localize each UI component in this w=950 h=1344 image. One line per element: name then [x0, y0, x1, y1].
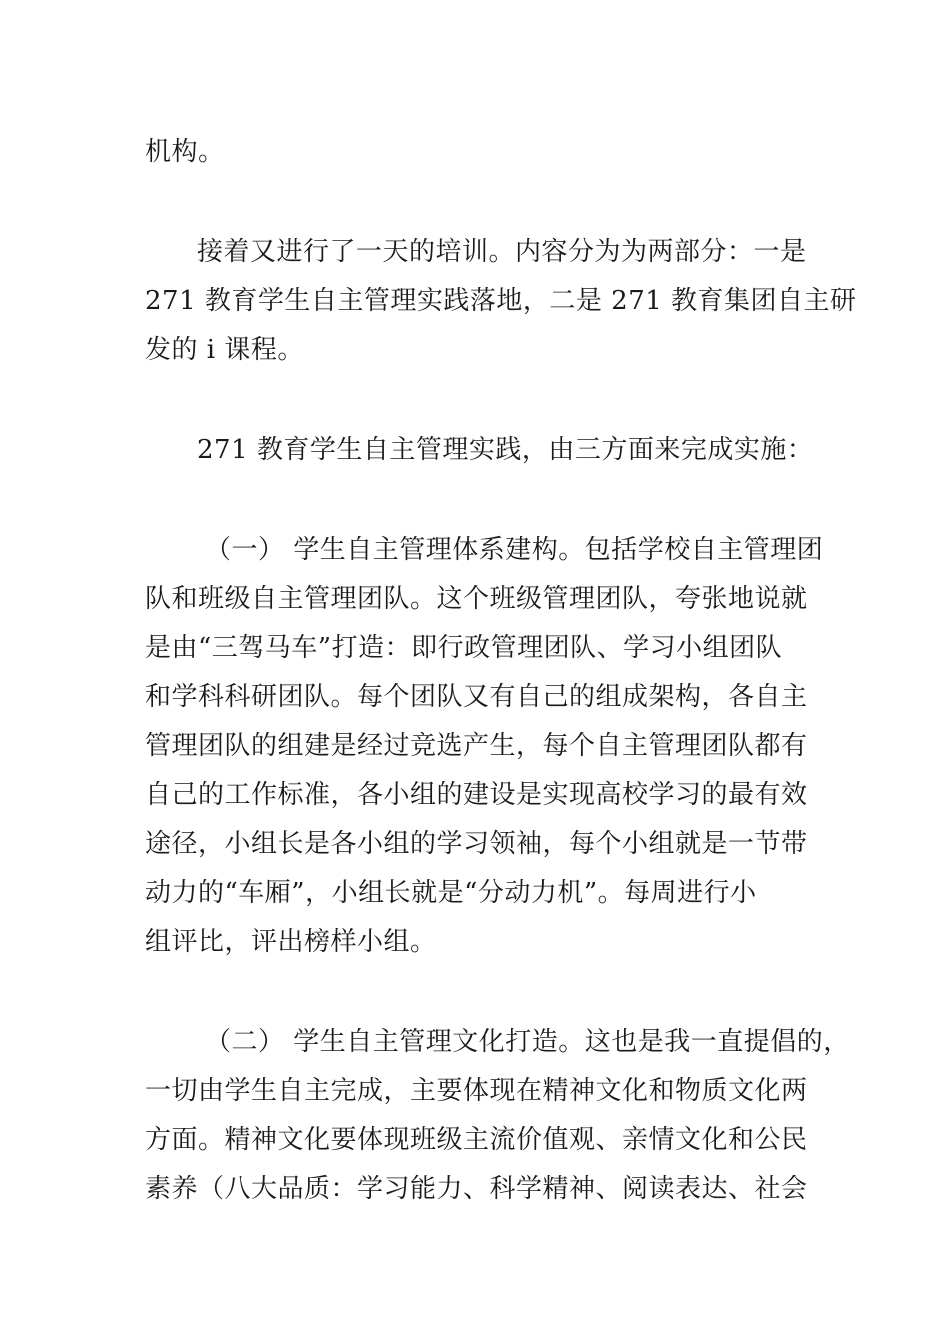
text-line: 动力的“车厢”，小组长就是“分动力机”。每周进行小: [145, 878, 757, 908]
text-line: 和学科科研团队。每个团队又有自己的组成架构，各自主: [145, 682, 808, 712]
text-line: 接着又进行了一天的培训。内容分为为两部分：一是: [197, 237, 807, 267]
paragraph-5: [145, 1018, 850, 1214]
text-line: 271 教育学生自主管理实践，由三方面来完成实施：: [197, 435, 814, 465]
text-line: 组评比，评出榜样小组。: [145, 927, 437, 957]
text-line: 素养（八大品质：学习能力、科学精神、阅读表达、社会: [145, 1174, 808, 1204]
text-line: 队和班级自主管理团队。这个班级管理团队，夸张地说就: [145, 584, 808, 614]
text-line: 机构。: [145, 137, 225, 167]
paragraph-4: [145, 526, 824, 967]
paragraph-3: [145, 426, 814, 475]
text-line: 自己的工作标准，各小组的建设是实现高校学习的最有效: [145, 780, 808, 810]
paragraph-1: [145, 128, 805, 177]
document-body: [145, 128, 857, 1265]
text-line: 管理团队的组建是经过竞选产生，每个自主管理团队都有: [145, 731, 808, 761]
paragraph-2: [145, 228, 857, 375]
text-line: 271 教育学生自主管理实践落地，二是 271 教育集团自主研: [145, 286, 857, 316]
text-line: 一切由学生自主完成，主要体现在精神文化和物质文化两: [145, 1076, 808, 1106]
text-line: 方面。精神文化要体现班级主流价值观、亲情文化和公民: [145, 1125, 808, 1155]
text-line: 发的 i 课程。: [145, 335, 304, 365]
text-line: 途径，小组长是各小组的学习领袖，每个小组就是一节带: [145, 829, 808, 859]
text-line: 是由“三驾马车”打造：即行政管理团队、学习小组团队: [145, 633, 783, 663]
text-line: （一） 学生自主管理体系建构。包括学校自主管理团: [205, 535, 824, 565]
text-line: （二） 学生自主管理文化打造。这也是我一直提倡的，: [205, 1027, 850, 1057]
